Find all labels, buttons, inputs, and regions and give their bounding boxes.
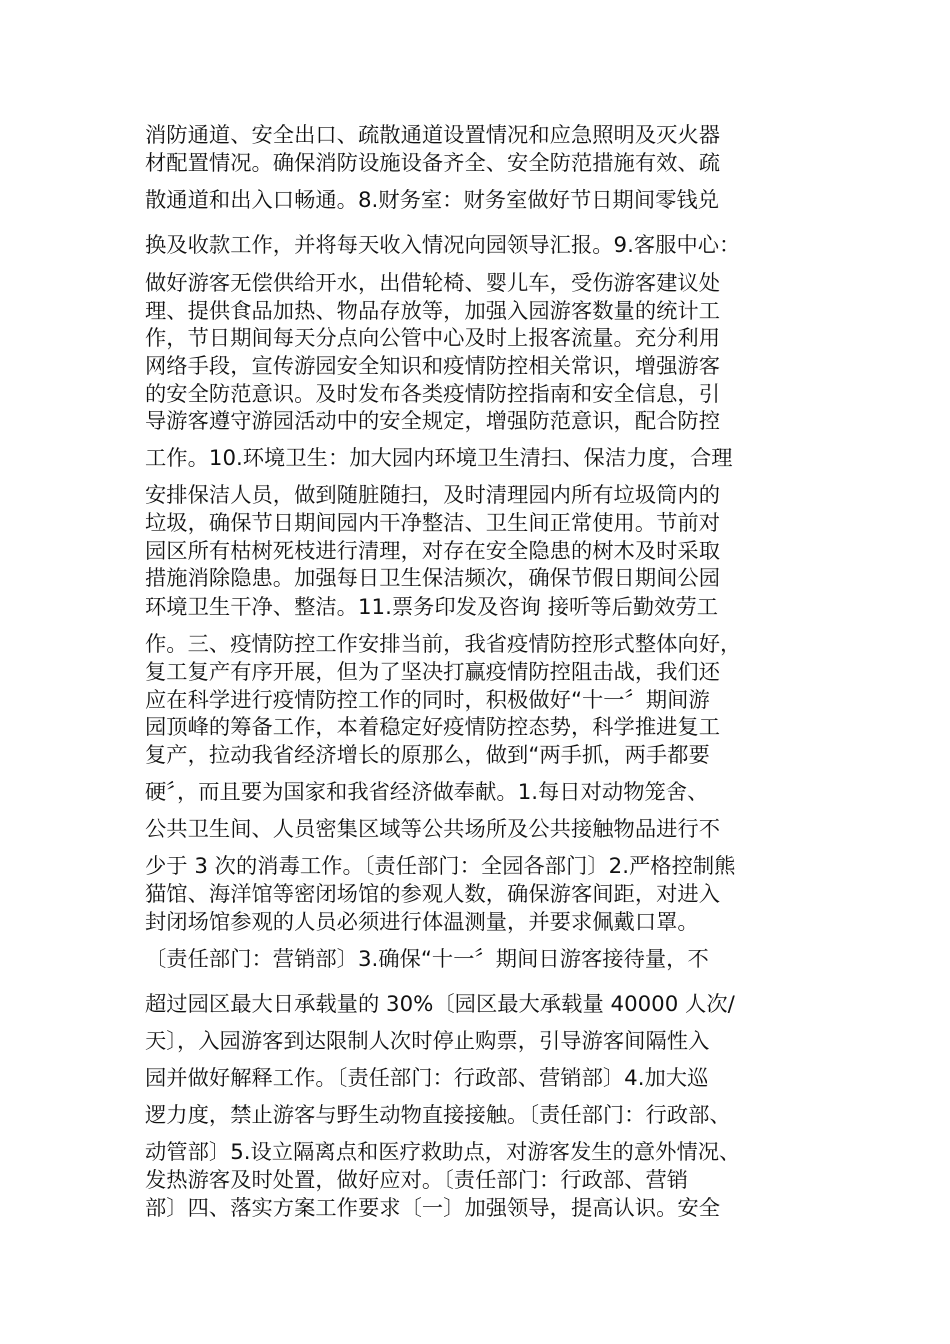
text-line: 公共卫生间、人员密集区域等公共场所及公共接触物品进行不: [145, 817, 721, 842]
text-line: 消防通道、安全出口、疏散通道设置情况和应急照明及灭火器: [145, 123, 721, 148]
text-line: 应在科学进行疫情防控工作的同时，积极做好“十一〞期间游: [145, 688, 710, 713]
text-line: 园并做好解释工作。〔责任部门：行政部、营销部〕4.加大巡: [145, 1066, 709, 1091]
text-line: 部〕四、落实方案工作要求〔一〕加强领导，提高认识。安全: [145, 1196, 721, 1221]
text-line: 复产，拉动我省经济增长的原那么，做到“两手抓，两手都要: [145, 743, 710, 768]
text-line: 封闭场馆参观的人员必须进行体温测量，并要求佩戴口罩。: [145, 910, 699, 935]
text-line: 安排保洁人员，做到随脏随扫，及时清理园内所有垃圾筒内的: [145, 483, 721, 508]
text-line: 网络手段，宣传游园安全知识和疫情防控相关常识，增强游客: [145, 354, 721, 379]
text-line: 少于 3 次的消毒工作。〔责任部门：全园各部门〕2.严格控制熊: [145, 854, 736, 879]
text-line: 工作。10.环境卫生：加大园内环境卫生清扫、保洁力度，合理: [145, 446, 733, 471]
text-line: 园区所有枯树死枝进行清理，对存在安全隐患的树木及时采取: [145, 539, 721, 564]
text-line: 超过园区最大日承载量的 30%〔园区最大承载量 40000 人次/: [145, 992, 735, 1017]
text-line: 措施消除隐患。加强每日卫生保洁频次，确保节假日期间公园: [145, 566, 721, 591]
text-line: 天〕，入园游客到达限制人次时停止购票，引导游客间隔性入: [145, 1029, 710, 1054]
text-line: 园顶峰的筹备工作，本着稳定好疫情防控态势，科学推进复工: [145, 715, 721, 740]
text-line: 作，节日期间每天分点向公管中心及时上报客流量。充分利用: [145, 326, 721, 351]
text-line: 垃圾，确保节日期间园内干净整洁、卫生间正常使用。节前对: [145, 511, 721, 536]
text-line: 动管部〕5.设立隔离点和医疗救助点，对游客发生的意外情况、: [145, 1140, 741, 1165]
text-line: 猫馆、海洋馆等密闭场馆的参观人数，确保游客间距，对进入: [145, 882, 721, 907]
text-line: 散通道和出入口畅通。8.财务室：财务室做好节日期间零钱兑: [145, 188, 720, 213]
text-line: 逻力度，禁止游客与野生动物直接接触。〔责任部门：行政部、: [145, 1103, 731, 1128]
text-line: 环境卫生干净、整洁。11.票务印发及咨询 接听等后勤效劳工: [145, 595, 719, 620]
text-line: 的安全防范意识。及时发布各类疫情防控指南和安全信息，引: [145, 382, 721, 407]
text-line: 发热游客及时处置，做好应对。〔责任部门：行政部、营销: [145, 1168, 689, 1193]
text-line: 做好游客无偿供给开水，出借轮椅、婴儿车，受伤游客建议处: [145, 271, 721, 296]
text-line: 复工复产有序开展，但为了坚决打赢疫情防控阻击战，我们还: [145, 660, 721, 685]
text-line: 材配置情况。确保消防设施设备齐全、安全防范措施有效、疏: [145, 151, 721, 176]
text-line: 作。三、疫情防控工作安排当前，我省疫情防控形式整体向好，: [145, 632, 742, 657]
text-line: 硬〞，而且要为国家和我省经济做奉献。1.每日对动物笼舍、: [145, 780, 709, 805]
text-line: 理、提供食品加热、物品存放等，加强入园游客数量的统计工: [145, 299, 721, 324]
text-line: 导游客遵守游园活动中的安全规定，增强防范意识，配合防控: [145, 409, 721, 434]
text-line: 换及收款工作，并将每天收入情况向园领导汇报。9.客服中心：: [145, 233, 741, 258]
text-line: 〔责任部门：营销部〕3.确保“十一〞期间日游客接待量，不: [145, 947, 709, 972]
